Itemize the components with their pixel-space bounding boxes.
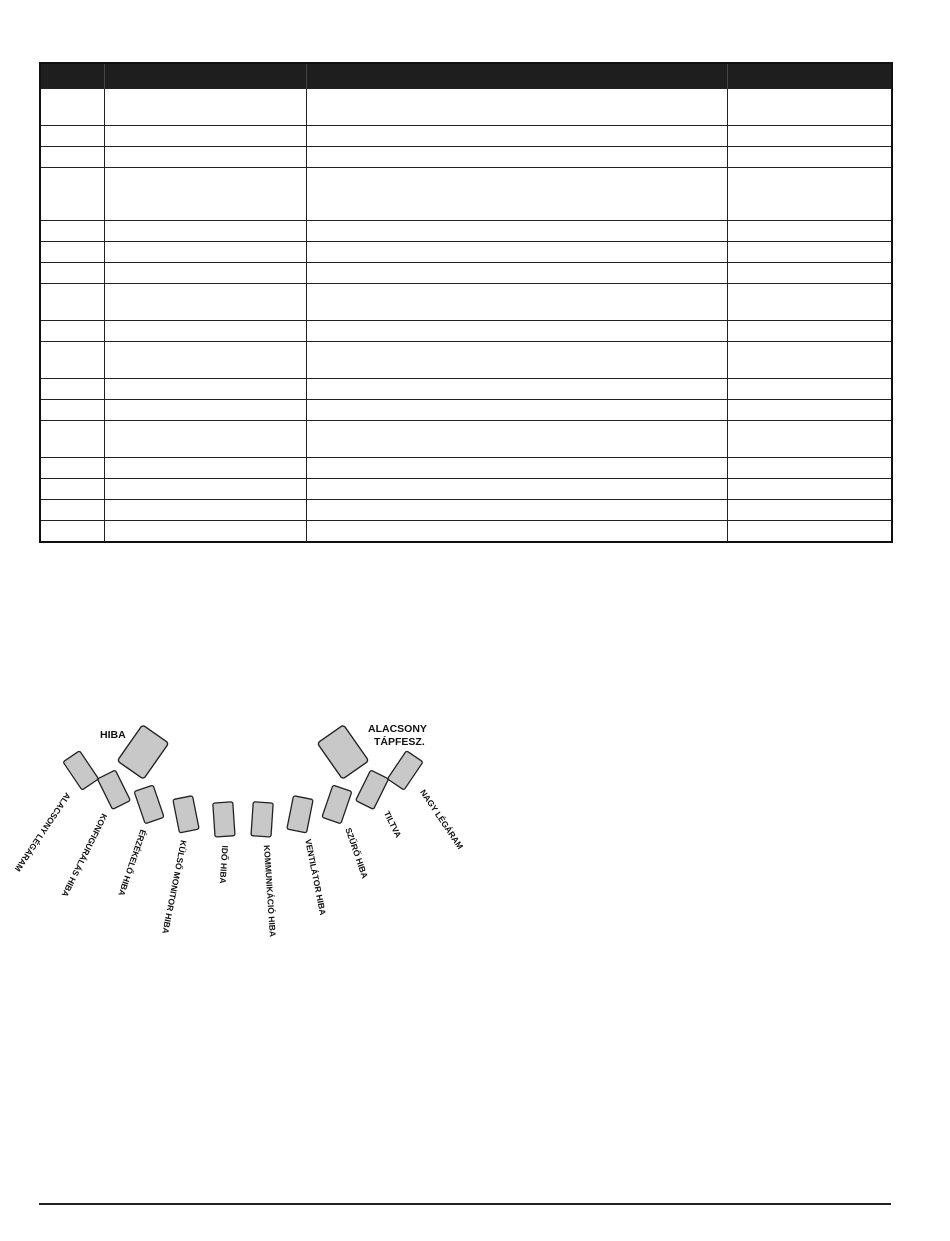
indicator-label: KOMMUNIKÁCIÓ HIBA xyxy=(261,844,278,938)
table-row xyxy=(40,242,892,263)
table-cell xyxy=(104,321,306,342)
indicator-label: VENTILÁTOR HIBA xyxy=(303,838,329,916)
table-cell xyxy=(40,89,104,126)
table-cell xyxy=(104,458,306,479)
table-cell xyxy=(306,342,727,379)
indicator-tile xyxy=(356,770,389,809)
indicator-label: TILTVA xyxy=(381,809,404,840)
table-row xyxy=(40,500,892,521)
table-cell xyxy=(727,458,892,479)
table-cell xyxy=(727,284,892,321)
hiba-label: HIBA xyxy=(100,729,126,741)
table-cell xyxy=(104,147,306,168)
table-cell xyxy=(727,321,892,342)
table-row xyxy=(40,263,892,284)
indicator-label: KÜLSŐ MONITOR HIBA xyxy=(160,839,189,935)
low-voltage-label-line1: ALACSONY xyxy=(368,723,427,735)
table-cell xyxy=(306,263,727,284)
table-row xyxy=(40,284,892,321)
table-cell xyxy=(40,168,104,221)
indicator-label: SZŰRŐ HIBA xyxy=(343,826,371,880)
table-cell xyxy=(727,221,892,242)
table-cell xyxy=(727,89,892,126)
table-cell xyxy=(40,242,104,263)
table-row xyxy=(40,400,892,421)
table-row xyxy=(40,168,892,221)
table-cell xyxy=(306,147,727,168)
table-cell xyxy=(727,168,892,221)
indicator-label: KONFIGURÁLÁS HIBA xyxy=(59,812,110,899)
table-cell xyxy=(306,126,727,147)
table-cell xyxy=(306,379,727,400)
table-cell xyxy=(40,458,104,479)
indicator-tile xyxy=(387,751,423,790)
table-cell xyxy=(40,400,104,421)
table-row xyxy=(40,221,892,242)
table-row xyxy=(40,521,892,542)
table-cell xyxy=(727,147,892,168)
table-cell xyxy=(104,400,306,421)
low-voltage-label-line2: TÁPFESZ. xyxy=(374,736,425,748)
table-cell xyxy=(104,126,306,147)
table-header-row xyxy=(40,63,892,89)
table-cell xyxy=(40,221,104,242)
table-cell xyxy=(40,479,104,500)
table-row xyxy=(40,479,892,500)
table-cell xyxy=(727,263,892,284)
table-row xyxy=(40,342,892,379)
table-cell xyxy=(306,421,727,458)
table-cell xyxy=(40,521,104,542)
table-cell xyxy=(104,342,306,379)
indicator-label: IDŐ HIBA xyxy=(217,845,231,884)
table-cell xyxy=(40,421,104,458)
table-cell xyxy=(104,500,306,521)
table-cell xyxy=(104,479,306,500)
table-cell xyxy=(104,379,306,400)
table-cell xyxy=(40,321,104,342)
table-cell xyxy=(104,263,306,284)
table-cell xyxy=(40,342,104,379)
table-cell xyxy=(306,168,727,221)
indicator-tiles xyxy=(63,751,423,840)
table-cell xyxy=(727,500,892,521)
table-cell xyxy=(306,458,727,479)
table-cell xyxy=(727,379,892,400)
table-cell xyxy=(40,147,104,168)
table-cell xyxy=(727,126,892,147)
column-header xyxy=(104,63,306,89)
indicator-tile xyxy=(134,785,164,824)
table-cell xyxy=(40,126,104,147)
column-header xyxy=(40,63,104,89)
fault-table xyxy=(39,62,893,543)
indicator-tile xyxy=(63,751,99,790)
table-cell xyxy=(40,284,104,321)
table-cell xyxy=(104,521,306,542)
table-cell xyxy=(306,242,727,263)
table-cell xyxy=(104,284,306,321)
column-header xyxy=(306,63,727,89)
low-voltage-indicator-tile xyxy=(317,725,368,779)
table-cell xyxy=(727,521,892,542)
indicator-label: ÉRZÉKELŐ HIBA xyxy=(116,828,149,898)
table-cell xyxy=(306,521,727,542)
indicator-labels xyxy=(13,788,466,938)
table-cell xyxy=(104,221,306,242)
footer-rule xyxy=(39,1203,891,1205)
table-row xyxy=(40,89,892,126)
indicator-label: ALACSONY LÉGÁRAM xyxy=(12,790,73,874)
indicator-tile xyxy=(213,802,235,837)
table-cell xyxy=(306,221,727,242)
indicator-panel-diagram xyxy=(12,700,480,980)
table-cell xyxy=(727,421,892,458)
table-cell xyxy=(727,479,892,500)
indicator-tile xyxy=(322,785,352,824)
table-cell xyxy=(306,479,727,500)
column-header xyxy=(727,63,892,89)
table-row xyxy=(40,126,892,147)
table-row xyxy=(40,421,892,458)
table-cell xyxy=(306,284,727,321)
table-cell xyxy=(104,168,306,221)
table-cell xyxy=(306,89,727,126)
table-row xyxy=(40,379,892,400)
table-cell xyxy=(727,342,892,379)
indicator-label: NAGY LÉGÁRAM xyxy=(418,787,466,851)
table-row xyxy=(40,321,892,342)
table-cell xyxy=(104,89,306,126)
table-cell xyxy=(727,242,892,263)
indicator-tile xyxy=(97,770,130,809)
table-cell xyxy=(306,400,727,421)
table-cell xyxy=(104,242,306,263)
table-cell xyxy=(306,500,727,521)
table-cell xyxy=(40,263,104,284)
table-cell xyxy=(40,500,104,521)
indicator-tile xyxy=(251,802,273,837)
table-cell xyxy=(104,421,306,458)
table-cell xyxy=(306,321,727,342)
table-row xyxy=(40,458,892,479)
table-row xyxy=(40,147,892,168)
table-cell xyxy=(727,400,892,421)
indicator-tile xyxy=(173,796,199,833)
table-cell xyxy=(40,379,104,400)
indicator-tile xyxy=(287,796,313,833)
